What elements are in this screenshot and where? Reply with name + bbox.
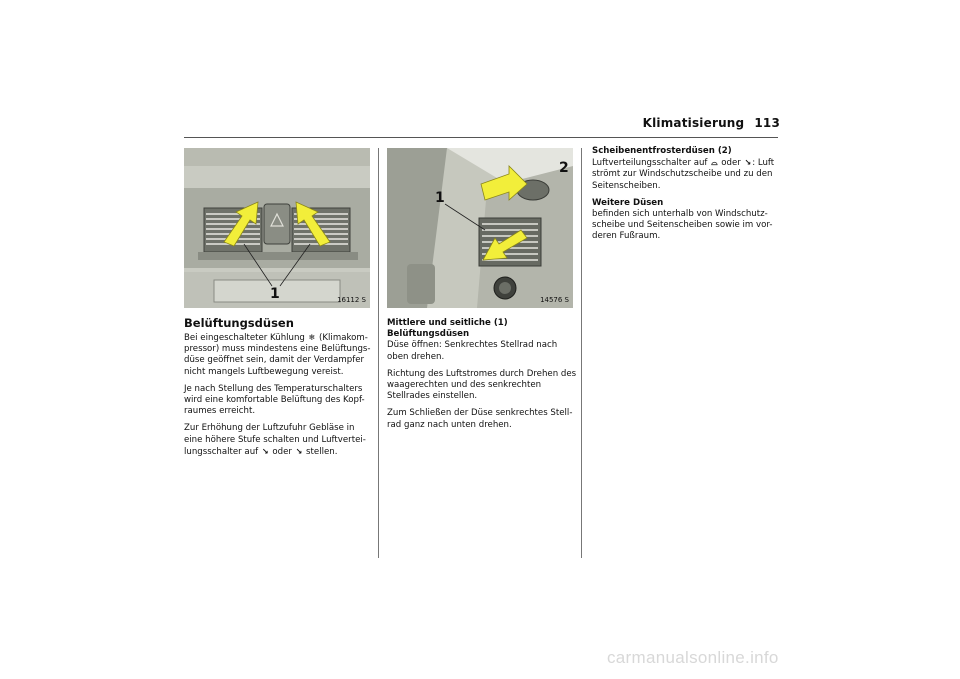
heading-belueftungsduesen: Belüftungsdüsen [184,316,294,330]
text-run: Luftverteilungsschalter auf [592,158,711,169]
text-run: Zur Erhöhung der Luftzufuhr Gebläse in eine höhere Stufe schalten und Luftvertei-lungsschalter auf [184,423,366,457]
figure-center-vents [184,148,370,308]
air-distribution-icon: ↘ [261,446,269,456]
paragraph [184,423,374,458]
text-run: : Luft strömt zur Windschutzscheibe und zu den Seitenscheiben. [592,158,775,191]
running-header [600,116,780,130]
paragraph [592,157,782,192]
paragraph: Düse öffnen: Senkrechtes Stellrad nach oben drehen. [387,340,558,362]
figure-callout-2: 2 [559,160,569,176]
column-3 [592,146,782,249]
windscreen-icon: ⌓ [711,158,718,168]
paragraph: befinden sich unterhalb von Windschutz-scheibe und Seitenscheiben sowie im vor-deren Fußraum. [592,209,773,242]
snowflake-icon: ❄ [308,333,316,342]
figure-code: 14576 S [540,296,569,304]
column-2 [387,318,577,437]
paragraph [184,332,374,378]
air-distribution-icon: ↘ [744,158,752,168]
text-run: stellen. [303,446,338,457]
heading-further-vents: Weitere Düsen [592,197,664,208]
air-distribution-footwell-icon: ↘ [295,446,303,456]
column-divider-2 [581,148,582,558]
text-run: Bei eingeschalteter Kühlung [184,333,308,343]
heading-defroster-vents: Scheibenentfrosterdüsen (2) [592,146,732,156]
column-1 [184,316,374,464]
header-rule [184,137,778,138]
figure-code: 16112 S [337,296,366,304]
figure-side-vent [387,148,573,308]
page-number: 113 [754,116,780,130]
center-vents-illustration [184,148,370,308]
heading-side-vents: Mittlere und seitliche (1) Belüftungsdüsen [387,318,508,340]
figure-callout-1: 1 [435,190,445,206]
text-run: (Klimakom-pressor) muss mindestens eine Belüftungs-düse geöffnet sein, damit der Verdampfer nicht mangels Luftbewegung vereist. [184,333,371,377]
column-divider-1 [378,148,379,558]
section-title: Klimatisierung [642,116,745,130]
paragraph: Zum Schließen der Düse senkrechtes Stell-rad ganz nach unten drehen. [387,408,573,430]
text-run: oder [718,158,744,169]
figure-callout-1: 1 [270,286,280,302]
watermark: carmanualsonline.info [607,648,779,667]
side-vent-illustration [387,148,573,308]
paragraph: Je nach Stellung des Temperaturschalters wird eine komfortable Belüftung des Kopf-raumes erreicht. [184,383,365,417]
text-run: oder [269,446,295,457]
paragraph: Richtung des Luftstromes durch Drehen des waagerechten und des senkrechten Stellrades einstellen. [387,368,577,402]
